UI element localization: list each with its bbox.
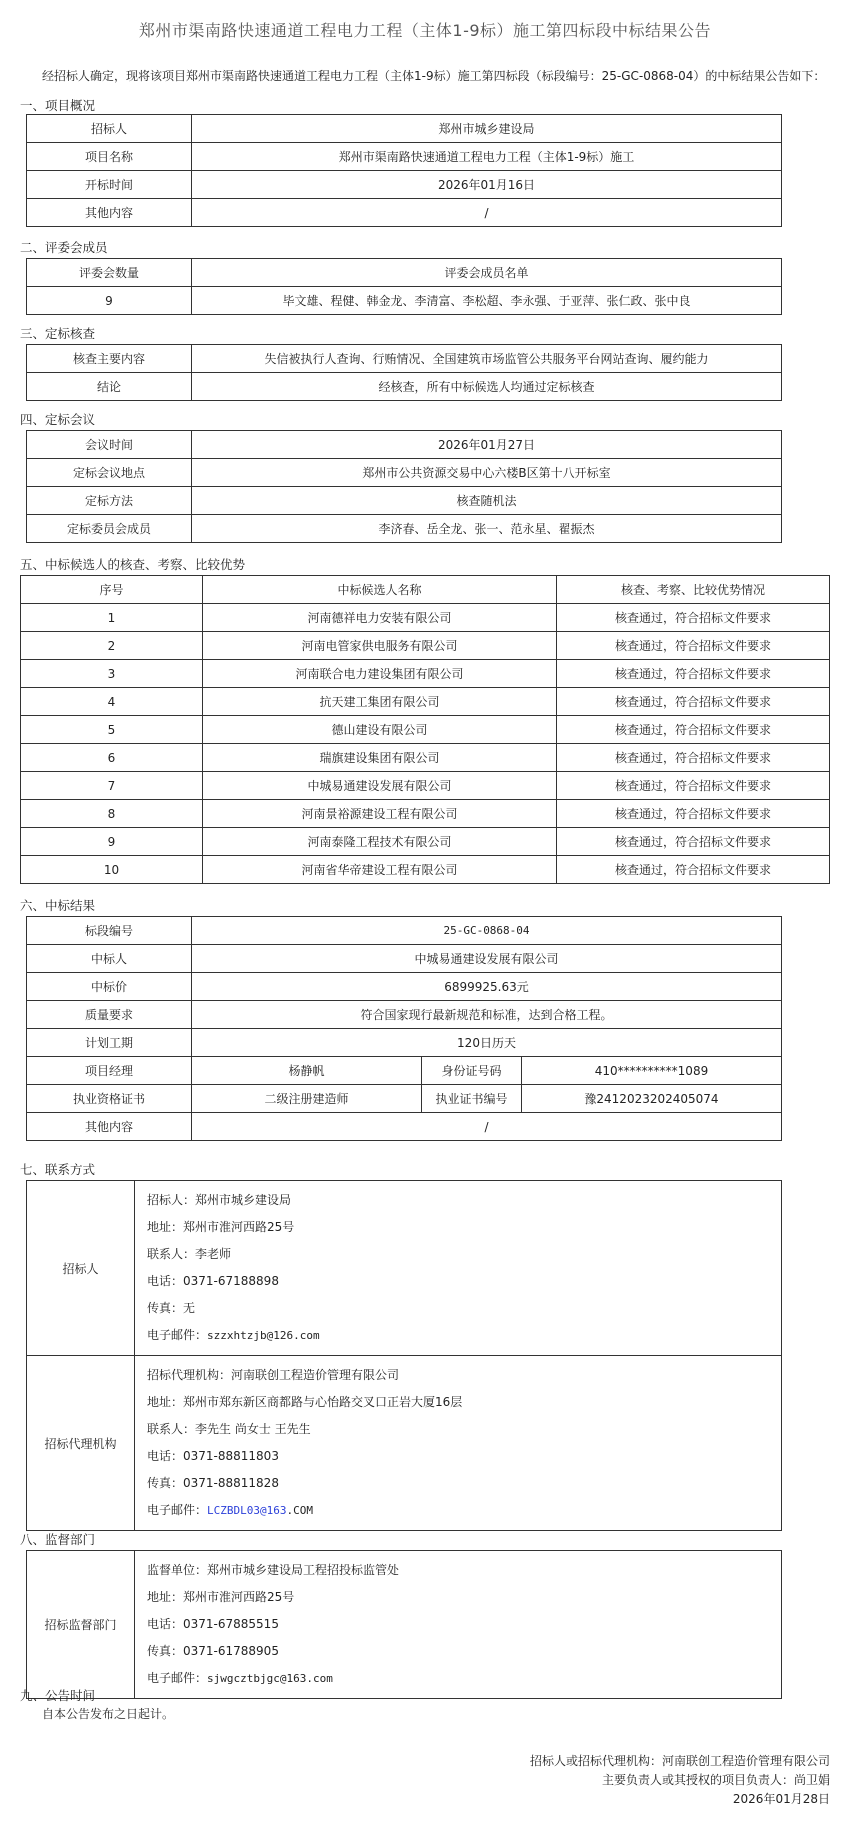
notice-time-text: 自本公告发布之日起计。 xyxy=(42,1707,175,1721)
table-row xyxy=(21,688,830,716)
table-row xyxy=(27,115,782,143)
project-manager: 杨静帆 xyxy=(192,1057,422,1085)
table-row xyxy=(27,1356,782,1531)
table-label: 中标价 xyxy=(27,973,192,1001)
footer-responsible: 主要负责人或其授权的项目负责人：尚卫娟 xyxy=(601,1773,830,1787)
planned-period: 120日历天 xyxy=(192,1029,782,1057)
tenderer-fax: 传真：无 xyxy=(147,1301,196,1315)
section-heading-supervision: 八、监督部门 xyxy=(20,1532,96,1547)
agency-fax: 传真：0371-88811828 xyxy=(147,1476,279,1490)
table-row xyxy=(27,1029,782,1057)
row-number: 5 xyxy=(21,716,203,744)
section-heading-committee: 二、评委会成员 xyxy=(20,240,108,255)
table-label: 会议时间 xyxy=(27,431,192,459)
row-number: 2 xyxy=(21,632,203,660)
table-label: 执业证书编号 xyxy=(422,1085,522,1113)
table-label: 其他内容 xyxy=(27,1113,192,1141)
candidate-name: 河南德祥电力安装有限公司 xyxy=(203,604,557,632)
table-header-row xyxy=(21,576,830,604)
cert-number: 豫2412023202405074 xyxy=(522,1085,782,1113)
table-header: 评委会数量 xyxy=(27,259,192,287)
table-row xyxy=(21,828,830,856)
footer-date: 2026年01月28日 xyxy=(732,1792,830,1806)
candidate-name: 河南泰隆工程技术有限公司 xyxy=(203,828,557,856)
tenderer-info xyxy=(135,1181,782,1356)
table-row xyxy=(27,259,782,287)
candidate-name: 抗天建工集团有限公司 xyxy=(203,688,557,716)
tenderer-contact: 联系人：李老师 xyxy=(147,1247,232,1261)
row-number: 3 xyxy=(21,660,203,688)
quality-requirement: 符合国家现行最新规范和标准，达到合格工程。 xyxy=(192,1001,782,1029)
overview-table xyxy=(26,114,782,227)
table-value: 郑州市城乡建设局 xyxy=(192,115,782,143)
table-row xyxy=(21,800,830,828)
table-row xyxy=(27,431,782,459)
table-row xyxy=(21,660,830,688)
meeting-table xyxy=(26,430,782,543)
table-row xyxy=(27,373,782,401)
table-label: 定标会议地点 xyxy=(27,459,192,487)
table-label: 定标委员会成员 xyxy=(27,515,192,543)
table-label: 招标人 xyxy=(27,1181,135,1356)
supervision-email-line xyxy=(147,1665,769,1692)
table-label: 标段编号 xyxy=(27,917,192,945)
table-value: 2026年01月27日 xyxy=(192,431,782,459)
table-row xyxy=(27,1057,782,1085)
agency-email-suffix: .COM xyxy=(286,1504,313,1517)
table-value: 经核查，所有中标候选人均通过定标核查 xyxy=(192,373,782,401)
id-number: 410**********1089 xyxy=(522,1057,782,1085)
table-row xyxy=(27,1085,782,1113)
table-header: 核查、考察、比较优势情况 xyxy=(557,576,830,604)
table-row xyxy=(27,487,782,515)
section-heading-contact: 七、联系方式 xyxy=(20,1162,96,1177)
supervision-table xyxy=(26,1550,782,1699)
table-value: 郑州市公共资源交易中心六楼B区第十八开标室 xyxy=(192,459,782,487)
tenderer-email-line xyxy=(147,1322,769,1349)
winner-name: 中城易通建设发展有限公司 xyxy=(192,945,782,973)
table-label: 质量要求 xyxy=(27,1001,192,1029)
table-label: 身份证号码 xyxy=(422,1057,522,1085)
qualification-cert: 二级注册建造师 xyxy=(192,1085,422,1113)
table-header: 序号 xyxy=(21,576,203,604)
intro-text: 经招标人确定，现将该项目郑州市渠南路快速通道工程电力工程（主体1-9标）施工第四标段（标段编号：25-GC-0868-04）的中标结果公告如下： xyxy=(42,69,826,83)
candidate-status: 核查通过，符合招标文件要求 xyxy=(557,660,830,688)
row-number: 1 xyxy=(21,604,203,632)
candidate-name: 瑞旗建设集团有限公司 xyxy=(203,744,557,772)
table-row xyxy=(27,1551,782,1699)
table-row xyxy=(21,772,830,800)
table-row xyxy=(21,716,830,744)
table-row xyxy=(27,143,782,171)
candidate-status: 核查通过，符合招标文件要求 xyxy=(557,772,830,800)
tenderer-phone: 电话：0371-67188898 xyxy=(147,1274,279,1288)
table-row xyxy=(27,515,782,543)
row-number: 8 xyxy=(21,800,203,828)
table-row xyxy=(27,973,782,1001)
other-content: / xyxy=(192,1113,782,1141)
candidate-status: 核查通过，符合招标文件要求 xyxy=(557,828,830,856)
agency-address: 地址：郑州市郑东新区商都路与心怡路交叉口正岩大厦16层 xyxy=(147,1395,463,1409)
table-label: 计划工期 xyxy=(27,1029,192,1057)
table-label: 定标方法 xyxy=(27,487,192,515)
agency-email-line xyxy=(147,1497,769,1524)
tenderer-email: szzxhtzjb@126.com xyxy=(207,1329,320,1342)
supervision-phone: 电话：0371-67885515 xyxy=(147,1617,279,1631)
section-number: 25-GC-0868-04 xyxy=(192,917,782,945)
table-label: 招标代理机构 xyxy=(27,1356,135,1531)
page-title: 郑州市渠南路快速通道工程电力工程（主体1-9标）施工第四标段中标结果公告 xyxy=(138,21,712,40)
candidate-status: 核查通过，符合招标文件要求 xyxy=(557,688,830,716)
table-value: 核查随机法 xyxy=(192,487,782,515)
supervision-info xyxy=(135,1551,782,1699)
table-row xyxy=(27,1001,782,1029)
table-label: 核查主要内容 xyxy=(27,345,192,373)
candidates-table xyxy=(20,575,830,884)
footer-agency: 招标人或招标代理机构：河南联创工程造价管理有限公司 xyxy=(529,1754,830,1768)
table-label: 开标时间 xyxy=(27,171,192,199)
table-row xyxy=(27,1113,782,1141)
section-heading-overview: 一、项目概况 xyxy=(20,98,96,113)
email-label: 电子邮件： xyxy=(147,1328,208,1342)
table-row xyxy=(21,856,830,884)
candidate-name: 德山建设有限公司 xyxy=(203,716,557,744)
table-row xyxy=(21,604,830,632)
committee-members: 毕文雄、程健、韩金龙、李清富、李松超、李永强、于亚萍、张仁政、张中良 xyxy=(192,287,782,315)
table-row xyxy=(27,1181,782,1356)
table-row xyxy=(27,287,782,315)
candidate-name: 河南联合电力建设集团有限公司 xyxy=(203,660,557,688)
table-label: 执业资格证书 xyxy=(27,1085,192,1113)
supervision-fax: 传真：0371-61788905 xyxy=(147,1644,279,1658)
candidate-status: 核查通过，符合招标文件要求 xyxy=(557,744,830,772)
email-label: 电子邮件： xyxy=(147,1671,208,1685)
table-row xyxy=(27,945,782,973)
candidate-status: 核查通过，符合招标文件要求 xyxy=(557,604,830,632)
table-label: 项目名称 xyxy=(27,143,192,171)
table-row xyxy=(21,632,830,660)
table-row xyxy=(27,345,782,373)
supervision-address: 地址：郑州市淮河西路25号 xyxy=(147,1590,295,1604)
table-label: 招标监督部门 xyxy=(27,1551,135,1699)
table-row xyxy=(27,459,782,487)
table-value: 李济春、岳全龙、张一、范永星、翟振杰 xyxy=(192,515,782,543)
section-heading-meeting: 四、定标会议 xyxy=(20,412,96,427)
row-number: 10 xyxy=(21,856,203,884)
candidate-name: 中城易通建设发展有限公司 xyxy=(203,772,557,800)
table-value: 郑州市渠南路快速通道工程电力工程（主体1-9标）施工 xyxy=(192,143,782,171)
committee-count: 9 xyxy=(27,287,192,315)
agency-info xyxy=(135,1356,782,1531)
winning-price: 6899925.63元 xyxy=(192,973,782,1001)
row-number: 9 xyxy=(21,828,203,856)
table-value: 2026年01月16日 xyxy=(192,171,782,199)
table-row xyxy=(21,744,830,772)
section-heading-notice-time: 九、公告时间 xyxy=(20,1688,96,1703)
row-number: 6 xyxy=(21,744,203,772)
tenderer-name: 招标人：郑州市城乡建设局 xyxy=(147,1193,292,1207)
candidate-status: 核查通过，符合招标文件要求 xyxy=(557,856,830,884)
agency-contact: 联系人：李先生 尚女士 王先生 xyxy=(147,1422,311,1436)
table-row xyxy=(27,171,782,199)
candidate-name: 河南省华帝建设工程有限公司 xyxy=(203,856,557,884)
table-header: 中标候选人名称 xyxy=(203,576,557,604)
agency-phone: 电话：0371-88811803 xyxy=(147,1449,279,1463)
candidate-name: 河南景裕源建设工程有限公司 xyxy=(203,800,557,828)
section-heading-result: 六、中标结果 xyxy=(20,898,96,913)
table-row xyxy=(27,199,782,227)
table-value: / xyxy=(192,199,782,227)
section-heading-check: 三、定标核查 xyxy=(20,326,96,341)
check-table xyxy=(26,344,782,401)
table-label: 中标人 xyxy=(27,945,192,973)
table-header: 评委会成员名单 xyxy=(192,259,782,287)
candidate-name: 河南电管家供电服务有限公司 xyxy=(203,632,557,660)
committee-table xyxy=(26,258,782,315)
agency-email-link[interactable]: LCZBDL03@163 xyxy=(207,1504,287,1517)
candidate-status: 核查通过，符合招标文件要求 xyxy=(557,632,830,660)
table-label: 其他内容 xyxy=(27,199,192,227)
table-row xyxy=(27,917,782,945)
email-label: 电子邮件： xyxy=(147,1503,208,1517)
candidate-status: 核查通过，符合招标文件要求 xyxy=(557,716,830,744)
supervision-email: sjwgcztbjgc@163.com xyxy=(207,1672,333,1685)
table-label: 结论 xyxy=(27,373,192,401)
result-table xyxy=(26,916,782,1141)
table-value: 失信被执行人查询、行贿情况、全国建筑市场监管公共服务平台网站查询、履约能力 xyxy=(192,345,782,373)
agency-name: 招标代理机构：河南联创工程造价管理有限公司 xyxy=(147,1368,400,1382)
row-number: 4 xyxy=(21,688,203,716)
section-heading-candidates: 五、中标候选人的核查、考察、比较优势 xyxy=(20,557,246,572)
contact-table xyxy=(26,1180,782,1531)
tenderer-address: 地址：郑州市淮河西路25号 xyxy=(147,1220,295,1234)
candidate-status: 核查通过，符合招标文件要求 xyxy=(557,800,830,828)
table-label: 项目经理 xyxy=(27,1057,192,1085)
table-label: 招标人 xyxy=(27,115,192,143)
supervision-unit: 监督单位：郑州市城乡建设局工程招投标监管处 xyxy=(147,1563,400,1577)
row-number: 7 xyxy=(21,772,203,800)
